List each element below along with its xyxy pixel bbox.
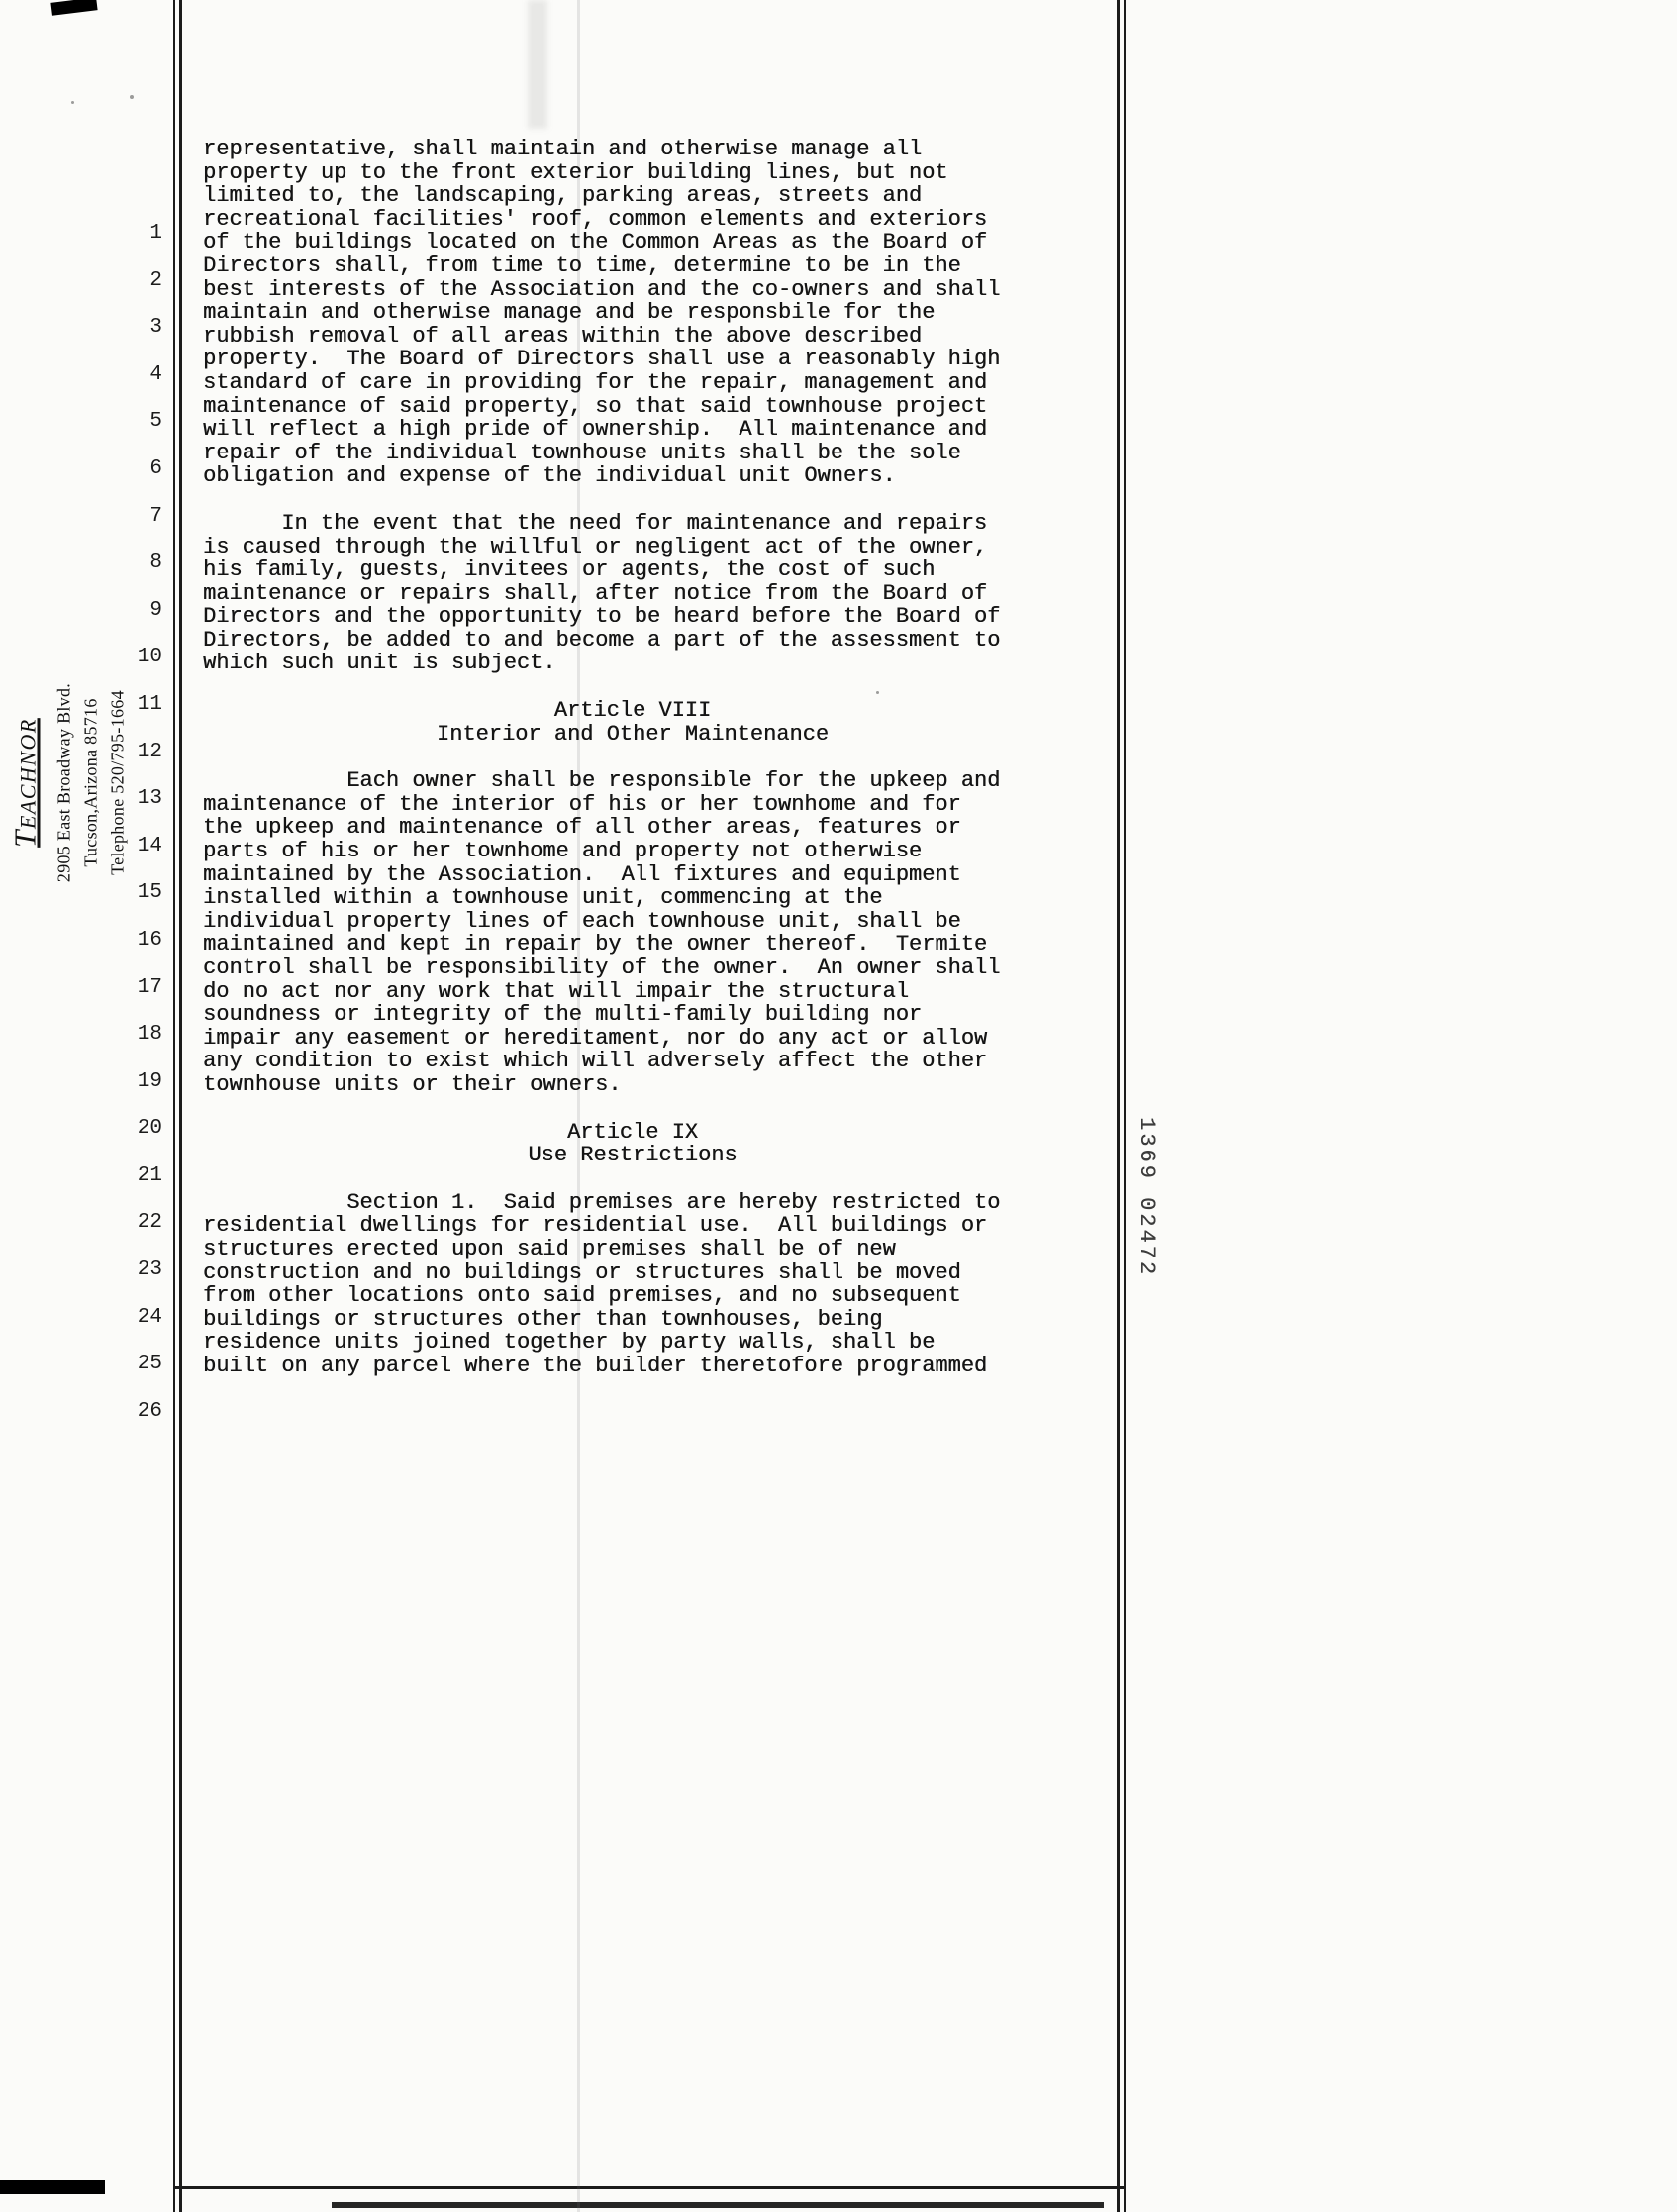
text-line: which such unit is subject. — [203, 651, 556, 676]
text-line: his family, guests, invitees or agents, the cost of such — [203, 557, 936, 583]
text-line: Article IX — [566, 1119, 699, 1145]
line-number: 18 — [137, 1023, 162, 1047]
text-line: impair any easement or hereditament, nor do any act or allow — [203, 1025, 988, 1051]
text-line: maintain and otherwise manage and be responsbile for the — [203, 300, 936, 326]
line-number: 11 — [137, 692, 162, 716]
text-line: residential dwellings for residential use. All buildings or — [203, 1213, 988, 1239]
text-line: maintenance or repairs shall, after notice from the Board of — [203, 580, 988, 606]
text-line: control shall be responsibility of the owner. An owner shall — [203, 955, 1001, 980]
text-line: is caused through the willful or negligent act of the owner, — [203, 534, 988, 559]
line-number: 23 — [137, 1258, 162, 1282]
text-line: In the event that the need for maintenance and repairs — [203, 510, 988, 536]
line-number: 9 — [149, 598, 162, 622]
scan-artifact — [332, 2202, 1104, 2208]
text-line: maintained by the Association. All fixtures and equipment — [203, 861, 961, 887]
line-number: 12 — [137, 740, 162, 763]
line-number: 24 — [137, 1305, 162, 1329]
text-line: soundness or integrity of the multi-family building nor — [203, 1002, 923, 1028]
text-line: obligation and expense of the individual unit Owners. — [203, 463, 896, 489]
text-line: the upkeep and maintenance of all other areas, features or — [203, 815, 961, 841]
text-line: maintenance of the interior of his or her townhome and for — [203, 791, 961, 817]
line-number: 16 — [137, 928, 162, 952]
line-number: 25 — [137, 1353, 162, 1376]
text-line: do no act nor any work that will impair the structural — [203, 978, 909, 1004]
text-line: representative, shall maintain and otherwise manage all — [203, 137, 923, 161]
text-line: residence units joined together by party walls, shall be — [203, 1330, 936, 1356]
text-line: will reflect a high pride of ownership. All maintenance and — [203, 417, 988, 443]
line-number: 4 — [149, 362, 162, 386]
text-line: Directors, be added to and become a part of the assessment to — [203, 627, 1001, 653]
letterhead-phone-line: Telephone 520/795-1664 — [107, 690, 128, 875]
line-number: 19 — [137, 1069, 162, 1093]
line-number: 21 — [137, 1163, 162, 1187]
line-number: 7 — [149, 504, 162, 528]
line-number: 5 — [149, 410, 162, 434]
text-line: built on any parcel where the builder theretofore programmed — [203, 1353, 988, 1378]
text-line: Use Restrictions — [528, 1143, 738, 1168]
text-line: recreational facilities' roof, common elements and exteriors — [203, 206, 988, 232]
text-line: from other locations onto said premises, and no subsequent — [203, 1283, 961, 1309]
article-heading — [203, 699, 1062, 746]
paragraph — [203, 512, 1062, 675]
paragraph — [203, 769, 1062, 1096]
text-line: maintained and kept in repair by the owner thereof. Termite — [203, 932, 988, 957]
letterhead-address-line: 2905 East Broadway Blvd. — [53, 682, 74, 883]
scan-artifact — [0, 2180, 105, 2194]
text-line: best interests of the Association and the co-owners and shall — [203, 276, 1001, 302]
text-line: standard of care in providing for the repair, management and — [203, 369, 988, 395]
text-line: limited to, the landscaping, parking areas, streets and — [203, 183, 923, 209]
line-number: 14 — [137, 834, 162, 857]
text-line: Directors shall, from time to time, determine to be in the — [203, 252, 961, 278]
text-line: of the buildings located on the Common Areas as the Board of — [203, 230, 988, 255]
left-rule-inner — [179, 0, 182, 2212]
line-number: 1 — [149, 222, 162, 245]
right-rule-outer — [1124, 0, 1126, 2212]
text-line: Article VIII — [553, 698, 712, 724]
text-line: any condition to exist which will adversely affect the other — [203, 1049, 988, 1074]
scan-smudge — [528, 0, 547, 129]
line-number: 10 — [137, 646, 162, 669]
text-line: structures erected upon said premises shall be of new — [203, 1236, 896, 1261]
paragraph — [203, 138, 1062, 488]
text-line: Section 1. Said premises are hereby restricted to — [203, 1189, 1001, 1215]
line-number: 2 — [149, 268, 162, 292]
line-number: 17 — [137, 975, 162, 999]
line-number: 6 — [149, 456, 162, 480]
right-rule-inner — [1117, 0, 1120, 2212]
scan-artifact — [50, 0, 97, 16]
scan-speck — [71, 101, 74, 104]
line-number: 22 — [137, 1211, 162, 1235]
text-line: construction and no buildings or structures shall be moved — [203, 1259, 961, 1285]
text-line: townhouse units or their owners. — [203, 1071, 622, 1097]
text-line: repair of the individual townhouse units shall be the sole — [203, 440, 961, 465]
text-line: individual property lines of each townhouse unit, shall be — [203, 908, 961, 934]
text-line: installed within a townhouse unit, commencing at the — [203, 885, 883, 911]
line-number: 13 — [137, 787, 162, 811]
line-number: 15 — [137, 881, 162, 905]
bottom-rule — [173, 2186, 1126, 2189]
text-line: Each owner shall be responsible for the upkeep and — [203, 768, 1001, 794]
text-line: buildings or structures other than townhouses, being — [203, 1306, 883, 1332]
line-numbers — [111, 210, 162, 1435]
document-body — [203, 138, 1062, 1402]
text-line: Directors and the opportunity to be heard before the Board of — [203, 604, 1001, 630]
recorder-stamp-number: 1369 02472 — [1134, 1117, 1159, 1278]
text-line: rubbish removal of all areas within the above described — [203, 323, 923, 349]
text-line: Interior and Other Maintenance — [436, 721, 830, 747]
line-number: 20 — [137, 1117, 162, 1141]
paragraph — [203, 1191, 1062, 1378]
line-number: 3 — [149, 316, 162, 340]
text-line: property up to the front exterior building lines, but not — [203, 159, 948, 185]
article-heading — [203, 1121, 1062, 1167]
left-rule-outer — [173, 0, 175, 2212]
line-number: 26 — [137, 1399, 162, 1423]
letterhead-address-line: Tucson,Arizona 85716 — [80, 698, 101, 867]
text-line: parts of his or her townhome and property not otherwise — [203, 839, 923, 864]
firm-name: Teachnor — [7, 718, 43, 848]
line-number: 8 — [149, 552, 162, 575]
text-line: maintenance of said property, so that said townhouse project — [203, 393, 988, 419]
text-line: property. The Board of Directors shall use a reasonably high — [203, 347, 1001, 372]
scan-speck — [130, 95, 134, 99]
